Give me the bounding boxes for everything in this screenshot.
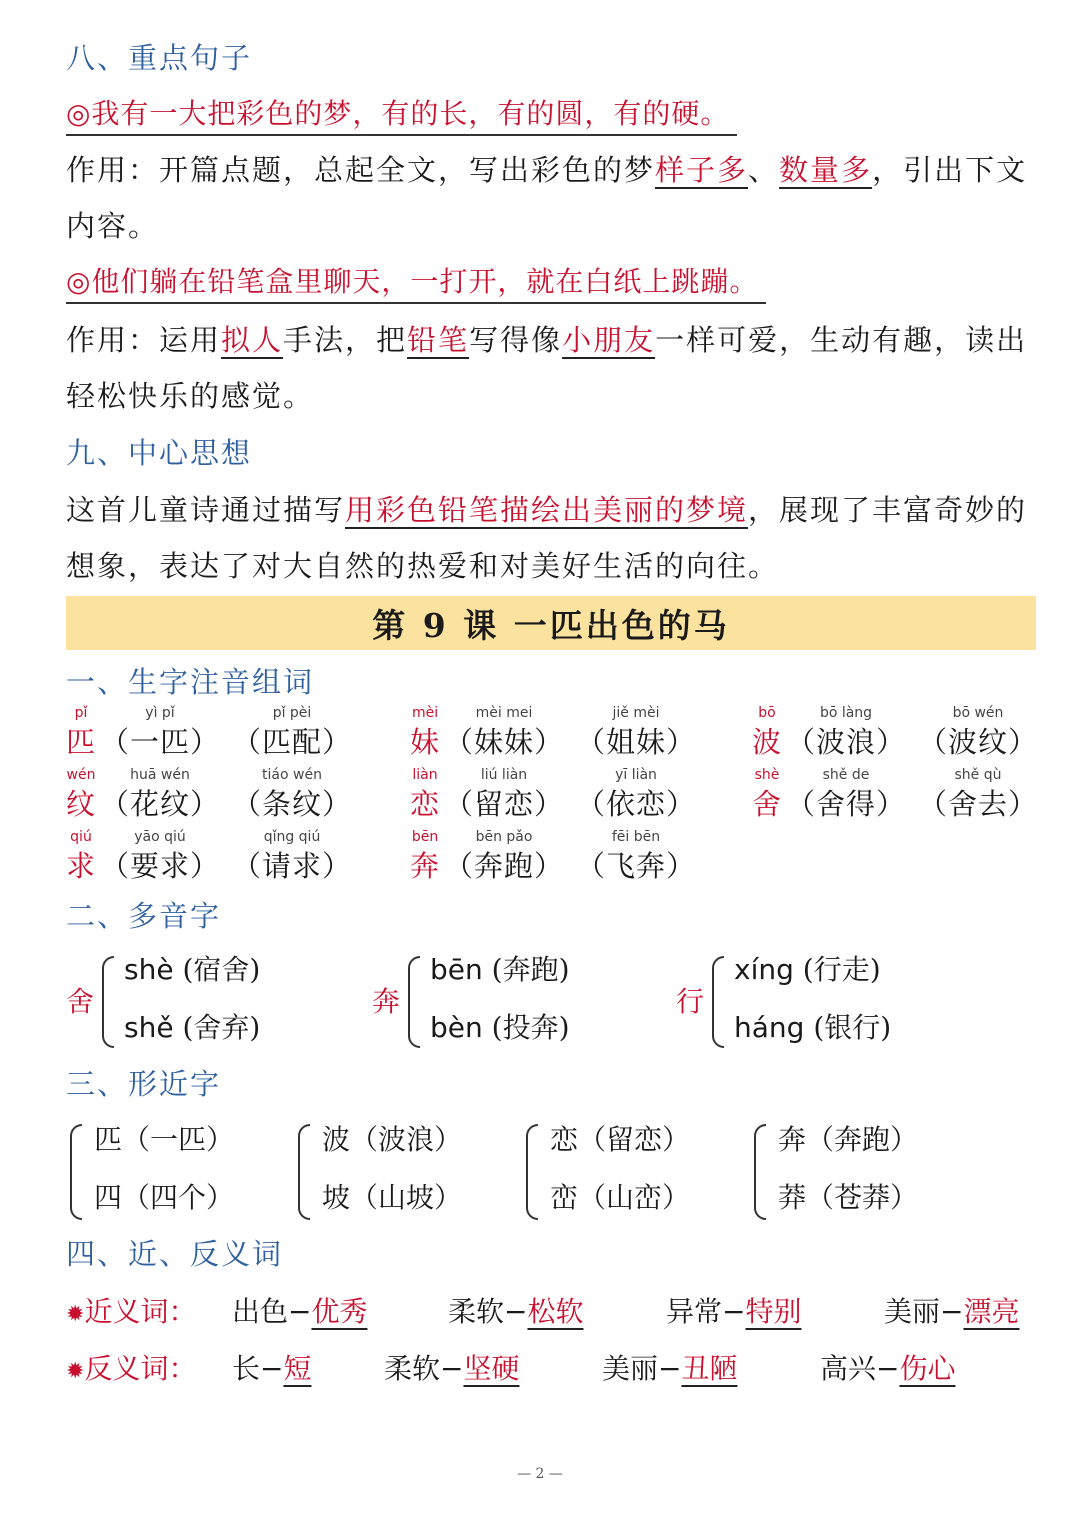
antonym-match: 短 — [283, 1352, 312, 1385]
similar-char-group — [526, 1120, 746, 1220]
pinyin-label: tiáo wén — [262, 767, 322, 783]
similar-char-line: 峦（山峦） — [550, 1181, 691, 1214]
vocab-cell — [576, 766, 696, 824]
reading-pinyin: shè — [124, 953, 174, 986]
reading-word: (银行) — [813, 1011, 892, 1044]
sentence-1-explanation: 作用：开篇点题，总起全文，写出彩色的梦样子多、数量多，引出下文内容。 — [66, 153, 1028, 243]
similar-char-line: 四（四个） — [94, 1181, 235, 1214]
antonym-word: 高兴− — [820, 1352, 900, 1385]
vocab-word: （请求） — [232, 849, 353, 883]
vocab-cell — [410, 704, 440, 762]
vocab-cell — [100, 828, 220, 886]
polyphone-reading — [124, 1008, 260, 1048]
vocab-word: （姐妹） — [576, 725, 697, 759]
synonym-pair — [666, 1292, 801, 1332]
pinyin-label: shè — [754, 767, 780, 783]
pinyin-label: fēi bēn — [611, 829, 661, 845]
pinyin-label: bēn — [411, 829, 439, 845]
sentence-2-explanation: 作用：运用拟人手法，把铅笔写得像小朋友一样可爱，生动有趣，读出轻松快乐的感觉。 — [66, 323, 1028, 413]
vocab-character: 奔 — [410, 849, 441, 883]
antonym-match: 丑陋 — [681, 1352, 738, 1385]
section-heading-synonyms-antonyms: 四、近、反义词 — [66, 1237, 284, 1271]
vocab-cell — [410, 766, 440, 824]
polyphone-reading — [124, 950, 260, 990]
antonym-label-text: 反义词： — [84, 1352, 197, 1385]
antonym-word: 美丽− — [602, 1352, 682, 1385]
brace-icon — [298, 1124, 310, 1220]
pinyin-label: qiú — [70, 829, 92, 845]
synonym-match: 优秀 — [311, 1295, 368, 1328]
section-heading-key-sentences: 八、重点句子 — [66, 41, 253, 75]
similar-char-line: 奔（奔跑） — [778, 1123, 919, 1156]
antonym-pair — [232, 1349, 311, 1389]
similar-char-group — [298, 1120, 518, 1220]
polyphone-group — [66, 948, 366, 1048]
brace-icon — [102, 956, 114, 1048]
synonym-pair — [884, 1292, 1019, 1332]
vocab-row — [66, 828, 1046, 890]
polyphone-character: 奔 — [372, 985, 401, 1018]
vocab-word: （飞奔） — [576, 849, 697, 883]
antonym-word: 柔软− — [384, 1352, 464, 1385]
vocab-character: 纹 — [66, 787, 97, 821]
synonym-pair — [232, 1292, 367, 1332]
vocab-word: （奔跑） — [444, 849, 565, 883]
vocab-word: （舍得） — [786, 787, 907, 821]
antonym-pair — [384, 1349, 519, 1389]
polyphone-character: 行 — [676, 985, 705, 1018]
pinyin-label: pǐ — [74, 705, 88, 721]
vocab-cell — [410, 828, 440, 886]
vocab-cell — [444, 704, 564, 762]
reading-word: (投奔) — [491, 1011, 570, 1044]
brace-icon — [754, 1124, 766, 1220]
section-heading-polyphones: 二、多音字 — [66, 899, 222, 933]
synonym-word: 异常− — [666, 1295, 746, 1328]
pinyin-label: huā wén — [130, 767, 190, 783]
vocab-character: 舍 — [752, 787, 783, 821]
sun-icon: ✹ — [66, 1359, 85, 1384]
reading-pinyin: háng — [734, 1011, 805, 1044]
synonym-word: 美丽− — [884, 1295, 964, 1328]
key-sentence-2: ◎他们躺在铅笔盒里聊天，一打开，就在白纸上跳蹦。 — [66, 262, 766, 304]
vocab-row — [66, 766, 1046, 828]
reading-pinyin: xíng — [734, 953, 794, 986]
vocab-word: （一匹） — [100, 725, 221, 759]
similar-char-line: 波（波浪） — [322, 1123, 463, 1156]
antonym-word: 长− — [232, 1352, 284, 1385]
section-heading-vocab: 一、生字注音组词 — [66, 665, 315, 699]
vocab-word: （留恋） — [444, 787, 565, 821]
similar-char-line: 坡（山坡） — [322, 1181, 463, 1214]
vocab-cell — [752, 704, 782, 762]
synonym-pair — [448, 1292, 583, 1332]
vocab-cell — [918, 766, 1038, 824]
pinyin-label: bō — [758, 705, 776, 721]
vocab-cell — [232, 828, 352, 886]
vocab-cell — [786, 766, 906, 824]
synonym-word: 柔软− — [448, 1295, 528, 1328]
vocab-word: （依恋） — [576, 787, 697, 821]
reading-word: (宿舍) — [182, 953, 261, 986]
reading-word: (奔跑) — [491, 953, 570, 986]
polyphone-reading — [734, 1008, 891, 1048]
vocab-cell — [232, 766, 352, 824]
lesson-title-banner: 第 9 课 一匹出色的马 — [66, 596, 1036, 650]
similar-char-line: 莽（苍莽） — [778, 1181, 919, 1214]
synonym-label-text: 近义词： — [84, 1295, 197, 1328]
synonym-word: 出色− — [232, 1295, 312, 1328]
pinyin-label: bēn pǎo — [475, 829, 533, 845]
synonym-match: 特别 — [745, 1295, 802, 1328]
polyphone-reading — [734, 950, 881, 990]
vocab-cell — [66, 828, 96, 886]
vocab-character: 恋 — [410, 787, 441, 821]
section-heading-similar-chars: 三、形近字 — [66, 1067, 222, 1101]
synonym-label — [66, 1292, 196, 1335]
key-sentence-1: ◎我有一大把彩色的梦，有的长，有的圆，有的硬。 — [66, 94, 737, 136]
pinyin-label: liú liàn — [480, 767, 528, 783]
vocab-word: （条纹） — [232, 787, 353, 821]
pinyin-label: pǐ pèi — [272, 705, 312, 721]
pinyin-label: bō làng — [819, 705, 873, 721]
vocab-cell — [66, 766, 96, 824]
pinyin-label: jiě mèi — [612, 705, 660, 721]
pinyin-label: shě de — [822, 767, 870, 783]
similar-char-line: 恋（留恋） — [550, 1123, 691, 1156]
pinyin-label: yāo qiú — [134, 829, 186, 845]
pinyin-label: shě qù — [954, 767, 1002, 783]
reading-pinyin: bēn — [430, 953, 483, 986]
vocab-character: 妹 — [410, 725, 441, 759]
vocab-word: （要求） — [100, 849, 221, 883]
vocab-cell — [752, 766, 782, 824]
antonym-label — [66, 1349, 196, 1392]
vocab-cell — [232, 704, 352, 762]
similar-char-group — [754, 1120, 974, 1220]
vocab-cell — [576, 704, 696, 762]
vocab-character: 波 — [752, 725, 783, 759]
vocab-word: （舍去） — [918, 787, 1039, 821]
vocab-cell — [576, 828, 696, 886]
vocab-character: 求 — [66, 849, 97, 883]
antonym-pair — [820, 1349, 955, 1389]
vocab-cell — [918, 704, 1038, 762]
vocab-cell — [100, 704, 220, 762]
vocab-cell — [444, 828, 564, 886]
pinyin-label: liàn — [412, 767, 438, 783]
vocab-cell — [786, 704, 906, 762]
vocab-cell — [66, 704, 96, 762]
vocab-word: （妹妹） — [444, 725, 565, 759]
reading-pinyin: bèn — [430, 1011, 483, 1044]
reading-word: (舍弃) — [182, 1011, 261, 1044]
synonym-match: 松软 — [527, 1295, 584, 1328]
pinyin-label: mèi — [411, 705, 439, 721]
vocab-word: （波浪） — [786, 725, 907, 759]
reading-pinyin: shě — [124, 1011, 174, 1044]
pinyin-label: wén — [66, 767, 96, 783]
polyphone-reading — [430, 950, 570, 990]
antonym-match: 坚硬 — [463, 1352, 520, 1385]
polyphone-group — [676, 948, 976, 1048]
central-idea-text: 这首儿童诗通过描写用彩色铅笔描绘出美丽的梦境，展现了丰富奇妙的想象，表达了对大自然的热爱和对美好生活的向往。 — [66, 493, 1028, 583]
antonym-pair — [602, 1349, 737, 1389]
vocab-word: （波纹） — [918, 725, 1039, 759]
vocab-word: （匹配） — [232, 725, 353, 759]
brace-icon — [408, 956, 420, 1048]
pinyin-label: yì pǐ — [145, 705, 175, 721]
polyphone-group — [372, 948, 672, 1048]
brace-icon — [712, 956, 724, 1048]
polyphone-character: 舍 — [66, 985, 95, 1018]
similar-char-group — [70, 1120, 290, 1220]
vocab-row — [66, 704, 1046, 766]
brace-icon — [70, 1124, 82, 1220]
pinyin-label: yī liàn — [615, 767, 657, 783]
sun-icon: ✹ — [66, 1302, 85, 1327]
polyphone-reading — [430, 1008, 570, 1048]
reading-word: (行走) — [802, 953, 881, 986]
section-heading-central-idea: 九、中心思想 — [66, 436, 253, 470]
pinyin-label: qǐng qiú — [263, 829, 321, 845]
similar-char-line: 匹（一匹） — [94, 1123, 235, 1156]
synonym-match: 漂亮 — [963, 1295, 1020, 1328]
vocab-character: 匹 — [66, 725, 97, 759]
page-number: — 2 — — [517, 1466, 563, 1482]
vocab-cell — [100, 766, 220, 824]
pinyin-label: bō wén — [952, 705, 1004, 721]
vocab-word: （花纹） — [100, 787, 221, 821]
vocab-cell — [444, 766, 564, 824]
pinyin-label: mèi mei — [475, 705, 533, 721]
antonym-match: 伤心 — [899, 1352, 956, 1385]
brace-icon — [526, 1124, 538, 1220]
